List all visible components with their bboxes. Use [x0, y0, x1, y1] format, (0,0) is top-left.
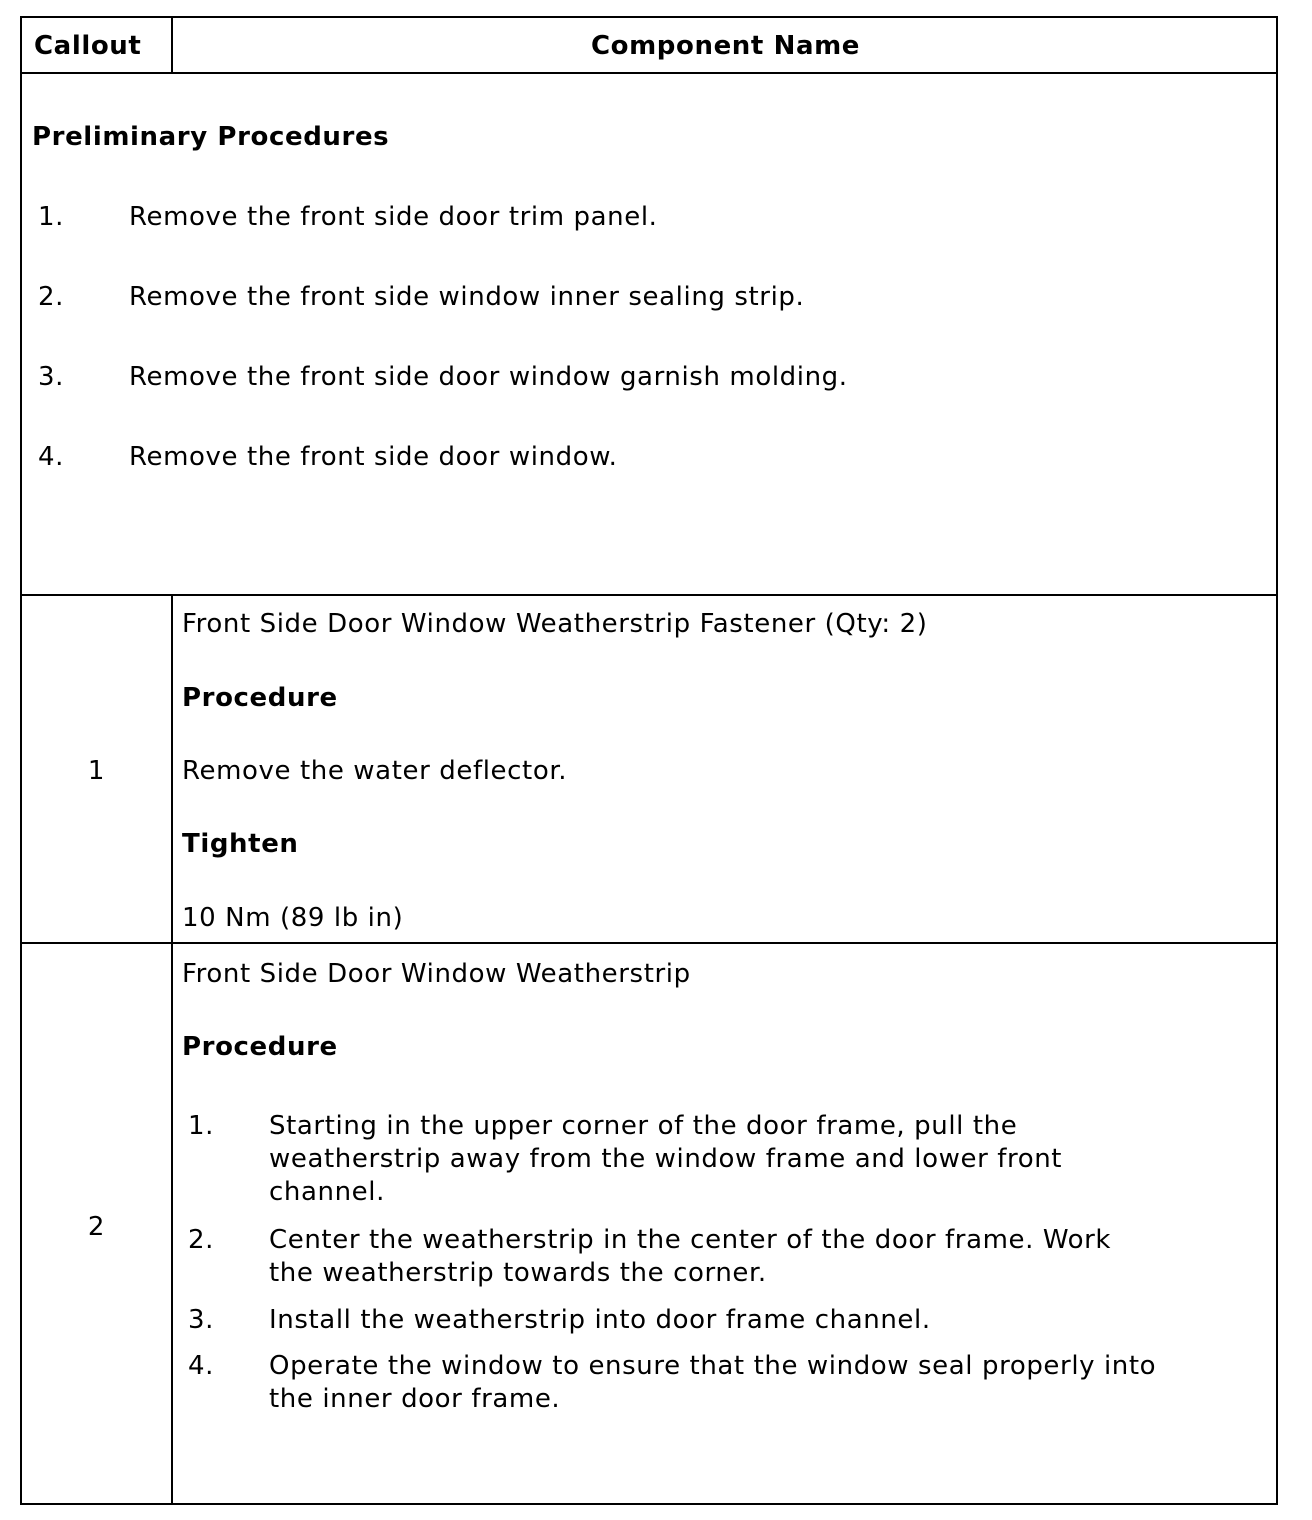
- header-component-name: Component Name: [590, 31, 861, 61]
- preliminary-step-text: Remove the front side door trim panel.: [129, 202, 658, 232]
- header-divider: [22, 72, 1276, 74]
- body-column-divider: [171, 594, 173, 1505]
- procedure-step-text: Install the weatherstrip into door frame channel.: [269, 1305, 931, 1335]
- preliminary-step-text: Remove the front side window inner sealing strip.: [129, 282, 805, 312]
- tighten-heading: Tighten: [182, 829, 299, 859]
- procedure-heading: Procedure: [182, 1032, 338, 1062]
- preliminary-title: Preliminary Procedures: [32, 122, 390, 152]
- row-1-divider: [22, 942, 1276, 944]
- procedure-heading: Procedure: [182, 683, 338, 713]
- preliminary-step-number: 4.: [38, 442, 65, 472]
- procedure-step-number: 3.: [188, 1305, 215, 1335]
- preliminary-divider: [22, 594, 1276, 596]
- procedure-table: [20, 16, 1278, 1505]
- preliminary-step-number: 1.: [38, 202, 65, 232]
- procedure-step-number: 4.: [188, 1351, 215, 1381]
- procedure-step-text: Starting in the upper corner of the door frame, pull the weatherstrip away from the window frame and lower front channel.: [269, 1111, 1063, 1207]
- preliminary-step-number: 3.: [38, 362, 65, 392]
- procedure-step-number: 2.: [188, 1225, 215, 1255]
- procedure-text: Remove the water deflector.: [182, 756, 568, 786]
- component-name: Front Side Door Window Weatherstrip Fastener (Qty: 2): [182, 609, 928, 639]
- procedure-step-text: Operate the window to ensure that the window seal properly into the inner door frame.: [269, 1351, 1157, 1414]
- tighten-value: 10 Nm (89 lb in): [182, 903, 404, 933]
- callout-number: 1: [87, 756, 106, 786]
- procedure-step-text: Center the weatherstrip in the center of the door frame. Work the weatherstrip towards the corner.: [269, 1225, 1112, 1288]
- callout-number: 2: [87, 1212, 106, 1242]
- procedure-step-number: 1.: [188, 1111, 215, 1141]
- header-callout: Callout: [34, 31, 142, 61]
- preliminary-step-text: Remove the front side door window.: [129, 442, 618, 472]
- preliminary-step-text: Remove the front side door window garnish molding.: [129, 362, 848, 392]
- component-name: Front Side Door Window Weatherstrip: [182, 959, 691, 989]
- preliminary-step-number: 2.: [38, 282, 65, 312]
